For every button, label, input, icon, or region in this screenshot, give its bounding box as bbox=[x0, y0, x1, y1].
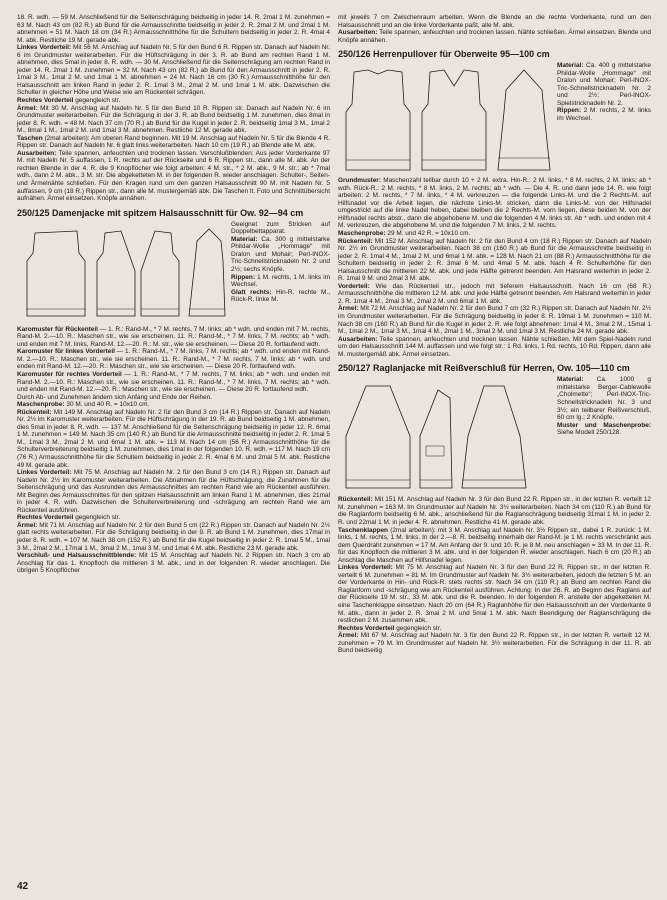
paragraph: Rechtes Vorderteil gegengleich str. bbox=[338, 624, 442, 632]
paragraph: Grundmuster: Maschenzahl teilbar durch 10 + 2 M. extra. Hin-R.: 2 M. links, * 8 M. rechts, 2 M. links; ab * wdh. Rück-R.: 2 M. rechts, * 8 M. links, 2 M. rechts; ab * wdh. — Die 4. R. und dann jede 14. R. wie folgt arbeiten: 2 M. rechts, * 7 M. links, * 4 M. verkreuzen — die folgende Links-M. und die 2 Rechts-M. auf Hilfsnadel vor die Arbeit legen, die nächste Links-M. stricken, dann die Links-M. von der Hilfsnadel umgestrickt auf die linke Nadel heben, dabei bleiben die 2 Rechts-M. vorn liegen, diese beiden M. von der Hilfsnadel rechts abstr., dann die abgehobene M. und die folgenden 4 M. links str. Ab * wdh. und enden mit 4 M. verkreuzen, die abgehobene M. und die folgenden 7 M. links, 2 M. rechts. bbox=[338, 177, 651, 230]
paragraph: Karomuster für rechtes Vorderteil — 1. R.: Rand-M., * 7 M. rechts, 7 M. links; ab * wdh. und enden mit Rand-M. 2.—10. R.: Maschen str., wie sie erscheinen. 11. R.: Rand-M., * 7 M. links, 7 M. rechts; ab * wdh. und enden mit Rand-M. 12.—20. R.: Maschen str., wie sie erscheinen. — Diese 20 R. fortlaufend wdh. bbox=[17, 370, 330, 394]
paragraph: Taschen (2mal arbeiten): Am oberen Rand beginnen. Mit 19 M. Anschlag auf Nadeln Nr. 5 für die Blende 4 R. Rippen str. Danach auf Nadeln Nr. 6 glatt links weiterarbeiten. Nach 10 cm (19 R.) ab Blende alle M. abk. bbox=[17, 134, 330, 150]
paragraph: Linkes Vorderteil: Mit 75 M. Anschlag auf Nadeln Nr. 3 für den Bund 22 R. Rippen str., in der letzten R. verteilt 6 M. zunehmen = 81 M. Im Grundmuster auf Nadeln Nr. 3½ weiterarbeiten, jedoch die letzten 5 M. an der Vorderkante in Hin- und Rück-R. stets rechts str. Nach 34 cm (110 R.) ab Bund am rechten Rand die Raglanform und -schrägung wie am Rückenteil ausführen. Achtung: In der 26. R. ab Beginn des Raglans auf der Rückseite 19 M. str., 33 M. abk. und die R. beenden. In der folgenden R. anstelle der abgeketteten M. eine Taschenklappe einsetzen. Nach 20 cm (64 R.) Raglanhöhe für den Halsausschnitt an der Vorderkante 9 M. abk., dann in jeder 2. R. 3mal 2 M. und 5mal 1 M. abk. Nach Beendigung der Raglanschrägung die restlichen 2 M. zusammen abk. bbox=[338, 564, 651, 625]
left-column bbox=[17, 14, 330, 575]
paragraph: mit jeweils 7 cm Zwischenraum arbeiten. Wenn die Blende an die rechte Vorderkante, rund um den Halsausschnitt und an die linke Vorderkante paßt, alle M. abk. bbox=[338, 14, 651, 29]
pattern-126-block bbox=[338, 62, 651, 177]
paragraph: 18. R. wdh. — 59 M. Anschließend für die Seitenschrägung beidseitig in jeder 14. R. 2mal 1 M. zunehmen = 63 M. Nach 43 cm (82 R.) ab Bund für die Armausschnitte beidseitig in jeder 2. R. 2mal 2 M. und 2mal 1 M. abnehmen = 51 M. Nach 18 cm (34 R.) Armausschnitthöhe für die Schultern beidseitig in jeder 2. R. 4mal 4 M. abk. Restliche 19 M. gerade abk. bbox=[17, 14, 330, 44]
paragraph: Ärmel: Mit 71 M. Anschlag auf Nadeln Nr. 2 für den Bund 5 cm (22 R.) Rippen str. Danach auf Nadeln Nr. 2½ glatt rechts weiterarbeiten. Für die Schrägung beidseitig in der 9. R. ab Bund 1 M. zunehmen, dies 17mal in jeder 8. R. wdh. = 107 M. Nach 38 cm (152 R.) ab Bund für die Kugel beidseitig in jeder 2. R. 1mal 5 M., 1mal 3 M., 2mal 2 M., 17mal 1 M., 3mal 2 M., 1mal 3 M. und 1mal 4 M. abk. Restliche 23 M. gerade abk. bbox=[17, 521, 330, 552]
pattern-heading-125: 250/125 Damenjacke mit spitzem Halsausschnitt für Ow. 92—94 cm bbox=[17, 207, 304, 218]
paragraph: Ärmel: Mit 67 M. Anschlag auf Nadeln Nr. 3 für den Bund 22 R. Rippen str., in der letzten R. verteilt 12 M. zunehmen = 79 M. Im Grundmuster auf Nadeln Nr. 3½ weiterarbeiten. Für die Schrägung in der 11. R. ab Bund beidseitig bbox=[338, 632, 651, 655]
paragraph: Linkes Vorderteil: Mit 56 M. Anschlag auf Nadeln Nr. 5 für den Bund 6 R. Rippen str. Danach auf Nadeln Nr. 6 im Grundmuster weiterarbeiten. Für die Hüftschrägung in der 3. R. ab Bund am rechten Rand 1 M. abnehmen, dies 5mal in jeder 8. R. wdh. — 30 M. Anschließend für die Seitenschrägung am rechten Rand in jeder 14. R. 2mal 1 M. zunehmen = 32 M. Nach 43 cm (82 R.) ab Bund für den Armausschnitt in jeder 2. R. 1mal 3 M., 1mal 2 M. und 1mal 1 M. abnehmen = 24 M. Nach 16 cm (30 R.) Armausschnitthöhe für den Halsausschnitt am linken Rand in jeder 2. R. 1mal 3 M., 2mal 2 M. und 1mal 1 M. abk. Dazwischen die Schulter in gleicher Höhe und Weise wie am Rückenteil schrägen. bbox=[17, 44, 330, 97]
paragraph: Rückenteil: Mit 149 M. Anschlag auf Nadeln Nr. 2 für den Bund 3 cm (14 R.) Rippen str. Danach auf Nadeln Nr. 2½ im Karomuster weiterarbeiten. Für die Hüftschrägung in der 19. R. ab Bund beidseitig 1 M. abnehmen, dies 5mal in jeder 8. R. wdh. — 137 M. Anschließend für die Seitenschrägung beidseitig in jeder 12. R. 6mal 1 M. zunehmen = 149 M. Nach 35 cm (140 R.) ab Bund für die Armausschnitte beidseitig in jeder 2. R. 1mal 5 M., 1mal 3 M., 2mal 2 M. und 6mal 1 M. abk. = 113 M. Nach 14 cm (56 R.) Armausschnitthöhe für die Schulterverbreiterung beidseitig 1 M. zunehmen, dies 1mal in der folgenden 10. R. wdh. = 117 M. Nach 19 cm (76 R.) Armausschnitthöhe für die Schultern beidseitig in jeder 2. R. 4mal 6 M. und 2mal 5 M. abk. Restliche 49 M. gerade abk. bbox=[17, 408, 331, 469]
pattern-125-block bbox=[17, 221, 330, 326]
paragraph: Rückenteil: Mit 152 M. Anschlag auf Nadeln Nr. 2 für den Bund 4 cm (18 R.) Rippen str. Danach auf Nadeln Nr. 2½ im Grundmuster weiterarbeiten. Nach 38 cm (160 R.) ab Bund für die Armausschnitte beidseitig in jeder 2. R. 1mal 4 M., 1mal 2 M. und 6mal 1 M. abk. = 128 M. Nach 21 cm (88 R.) Armausschnitthöhe für die Schultern beidseitig in jeder 2. R. 3mal 6 M. und 4mal 5 M. abk. Nach 4 R. Schulterhöhe für den Halsausschnitt die mittleren 22 M. abk. und jede Hälfte getrennt beenden. Am Halsrand weiterhin in jeder 2. R. 1mal 9 M. und 2mal 3 M. abk. bbox=[338, 237, 652, 283]
paragraph: Maschenprobe: 29 M. und 42 R. = 10x10 cm. bbox=[338, 230, 471, 238]
pattern-127-block bbox=[338, 376, 651, 496]
paragraph: Maschenprobe: 30 M. und 40 R. = 10x10 cm. bbox=[17, 401, 150, 409]
paragraph: Vorderteil: Wie das Rückenteil str., jedoch mit tieferem Halsausschnitt. Nach 16 cm (68 R.) Armausschnitthöhe die mittleren 12 M. abk. und jede Hälfte getrennt beenden. Am Halsrand weiterhin in jeder 2. R. 1mal 4 M., 2mal 3 M., 2mal 2 M. und 6mal 1 M. abk. bbox=[338, 282, 651, 305]
paragraph: Durch Ab- und Zunehmen ändern sich Anfang und Ende der Reihen. bbox=[17, 393, 213, 401]
pattern-heading-126: 250/126 Herrenpullover für Oberweite 95—100 cm bbox=[338, 49, 550, 60]
paragraph: Verschluß- und Halsausschnittblende: Mit 15 M. Anschlag auf Nadeln Nr. 2 Rippen str. Nach 3 cm ab Anschlag für das 1. Knopfloch die mittleren 3 M. abk., und in der folgenden R. wieder anschlagen. Die übrigen 5 Knopflöcher bbox=[17, 552, 330, 575]
pattern-heading-127: 250/127 Raglanjacke mit Reißverschluß für Herren, Ow. 105—110 cm bbox=[338, 363, 630, 374]
paragraph: Rückenteil: Mit 151 M. Anschlag auf Nadeln Nr. 3 für den Bund 22 R. Rippen str., in der letzten R. verteilt 12 M. zunehmen = 163 M. Im Grundmuster auf Nadeln Nr. 3½ weiterarbeiten. Nach 34 cm (110 R.) ab Bund für die Raglanform beidseitig 6 M. abk., anschließend für die Raglanschrägung beidseitig 31mal 1 M. in jeder 2. R. und 22mal 1 M. in jeder 4. R. abnehmen. Restliche 41 M. gerade abk. bbox=[338, 496, 651, 526]
paragraph: Rechtes Vorderteil gegengleich str. bbox=[17, 514, 121, 522]
schematic-127 bbox=[338, 376, 553, 496]
paragraph: Ausarbeiten: Teile spannen, anfeuchten und trocknen lassen. Nähte schließen. Ärmel einsetzen. Blende und Knöpfe annähen. bbox=[338, 29, 651, 44]
page-number: 42 bbox=[17, 881, 29, 892]
schematic-126 bbox=[338, 62, 553, 177]
paragraph: Linkes Vorderteil: Mit 75 M. Anschlag auf Nadeln Nr. 2 für den Bund 3 cm (14 R.) Rippen str. Danach auf Nadeln Nr. 2½ im Karomuster weiterarbeiten. Die Abnahmen für die Hüftschrägung, die Zunahmen für die Seitenschrägung und das Ausrunden des Armausschnittes am rechten Rand wie am Rückenteil ausführen. Mit Beginn des Armausschnittes für den spitzen Halsausschnitt am linken Rand 1 M. abnehmen, dies 21mal in jeder 4. R. wdh. Dazwischen die Schulterverbreiterung und -schrägung am rechten Rand wie am Rückenteil ausführen. bbox=[17, 469, 331, 514]
paragraph: Karomuster für Rückenteil — 1. R.: Rand-M., * 7 M. rechts, 7 M. links; ab * wdh. und enden mit 7 M. rechts, Rand-M. 2.—10. R.: Maschen str., wie sie erscheinen. 11. R.: Rand-M., * 7 M. links, 7 M. rechts; ab * wdh. und enden mit 7 M. links, Rand-M. 12.—20. R.: M. str., wie sie erscheinen. — Diese 20 R. fortlaufend wdh. bbox=[17, 325, 330, 348]
paragraph: Ausarbeiten: Teile spannen, anfeuchten und trocknen lassen. Nähte schließen. Mit dem Spiel-Nadeln rund um den Halsausschnitt 144 M. auffassen und wie folgt str.: 1 Rd. links, 1 Rd. rechts, 10 Rd. Rippen, dann alle M. mustergemäß abk. Ärmel einsetzen. bbox=[338, 335, 651, 358]
pattern-127-materials: Material: Ca. 1000 g mittelstarke Berger-Cablewolle „Cholmette“; Perl-INOX-Tric-Schnellstricknadeln Nr. 3 und 3½; ein teilbarer Reißverschluß, 60 cm lg.; 2 Knöpfe. Muster und Maschenprobe: Siehe Modell 250/128. bbox=[557, 376, 651, 437]
right-column bbox=[338, 14, 651, 655]
paragraph: Karomuster für linkes Vorderteil — 1. R.: Rand-M., * 7 M. links, 7 M. rechts; ab * wdh. und enden mit Rand-M. 2.—10. R.: Maschen str., wie sie erscheinen. 11. R.: Rand-M., * 7 M. rechts, 7 M. links; ab * wdh. und enden mit Rand-M. 12.—20. R.: Maschen str., wie sie erscheinen. — Diese 20 R. fortlaufend wdh. bbox=[17, 348, 330, 371]
paragraph: Ausarbeiten: Teile spannen, anfeuchten und trocknen lassen. Verschlußblenden: Aus jeder Vorderkante 97 M. mit Nadeln Nr. 5 auffassen, 1 R. rechts auf der Rückseite und 6 R. Rippen str., dann alle M. abk. An der rechten Blende in der 4. R. die 9 Knopflöcher wie folgt arbeiten: 4 M. str., * 2 M. abk., 9 M. str.; ab * 7mal wdh., dann 2 M. abk., 3 M. str. Die abgeketteten M. in der folgenden R. wieder anschlagen. Schulter-, Seiten- und Ärmelnähte schließen. Für den Kragen rund um den ganzen Halsausschnitt 90 M. mit Nadeln Nr. 5 auffassen, 9 cm (18 R.) Rippen str., dann alle M. mustergemäß abk. Die Taschen lt. Foto und Schnittübersicht aufnähen. Ärmel einsetzen. Knöpfe annähen. bbox=[17, 149, 330, 203]
pattern-125-materials: Geeignet zum Stricken auf Doppelbettapparat. Material: Ca. 300 g mittelstarke Phildar-Wolle „Hommage“ mit Dralon und Mohair; Perl-INOX-Tric-Schnellstricknadeln Nr. 2 und 2½; sechs Knöpfe. Rippen: 1 M. rechts, 1 M. links im Wechsel. Glatt rechts: Hin-R. rechte M., Rück-R. linke M. bbox=[231, 220, 331, 304]
pattern-126-materials: Material: Ca. 400 g mittelstarke Phildar-Wolle „Hommage“ mit Dralon und Mohair; Perl-INOX-Tric-Schnellstricknadeln Nr. 2 und 2½; Perl-INOX-Spielstricknadeln Nr. 2. Rippen: 2 M. rechts, 2 M. links im Wechsel. bbox=[557, 62, 651, 123]
paragraph: Rechtes Vorderteil gegengleich str. bbox=[17, 97, 121, 105]
paragraph: Ärmel: Mit 72 M. Anschlag auf Nadeln Nr. 2 für den Bund 7 cm (32 R.) Rippen str. Danach auf Nadeln Nr. 2½ im Grundmuster weiterarbeiten. Für die Schrägung beidseitig in jeder 8. R. 19mal 1 M. zunehmen = 110 M. Nach 38 cm (160 R.) ab Bund für die Kugel in jeder 2. R. wie folgt abnehmen: 1mal 4 M., 3mal 2 M., 15mal 1 M., 1mal 2 M., 1mal 3 M., 1mal 4 M., 2mal 1 M., 3mal 2 M. und 1mal 3 M. Restliche 24 M. gerade abk. bbox=[338, 305, 651, 336]
schematic-125 bbox=[17, 221, 227, 326]
paragraph: Taschenklappen (2mal arbeiten): mit 3 M. Anschlag auf Nadeln Nr. 3½ Rippen str., dabei 1 R. zurück: 1 M. links, 1 M. rechts, 1 M. links. In der 2.—8. R. beidseitig innerhalb der Rand-M. je 1 M. rechts verschränkt aus dem Querdraht zunehmen = 17 M. Am Anfang der 9. und 10. R. je 8 M. neu anschlagen = 33 M. In der 11. R. für das Knopfloch die mittleren 3 M. abk. und in der folgenden R. wieder anschlagen. Nach 6 cm (20 R.) ab Anschlag die Maschen auf Hilfsnadel legen. bbox=[338, 526, 651, 564]
paragraph: Ärmel: Mit 30 M. Anschlag auf Nadeln Nr. 5 für den Bund 10 R. Rippen str. Danach auf Nadeln Nr. 6 im Grundmuster weiterarbeiten. Für die Schrägung in der 3. R. ab Bund beidseitig 1 M. zunehmen, dies 8mal in jeder 8. R. wdh. = 48 M. Nach 37 cm (70 R.) ab Bund für die Kugel in jeder 2. R. beidseitig 1mal 3 M., 1mal 2 M., 8mal 1 M., 1mal 2 M. und 1mal 3 M. abnehmen. Restliche 12 M. gerade abk. bbox=[17, 104, 330, 135]
